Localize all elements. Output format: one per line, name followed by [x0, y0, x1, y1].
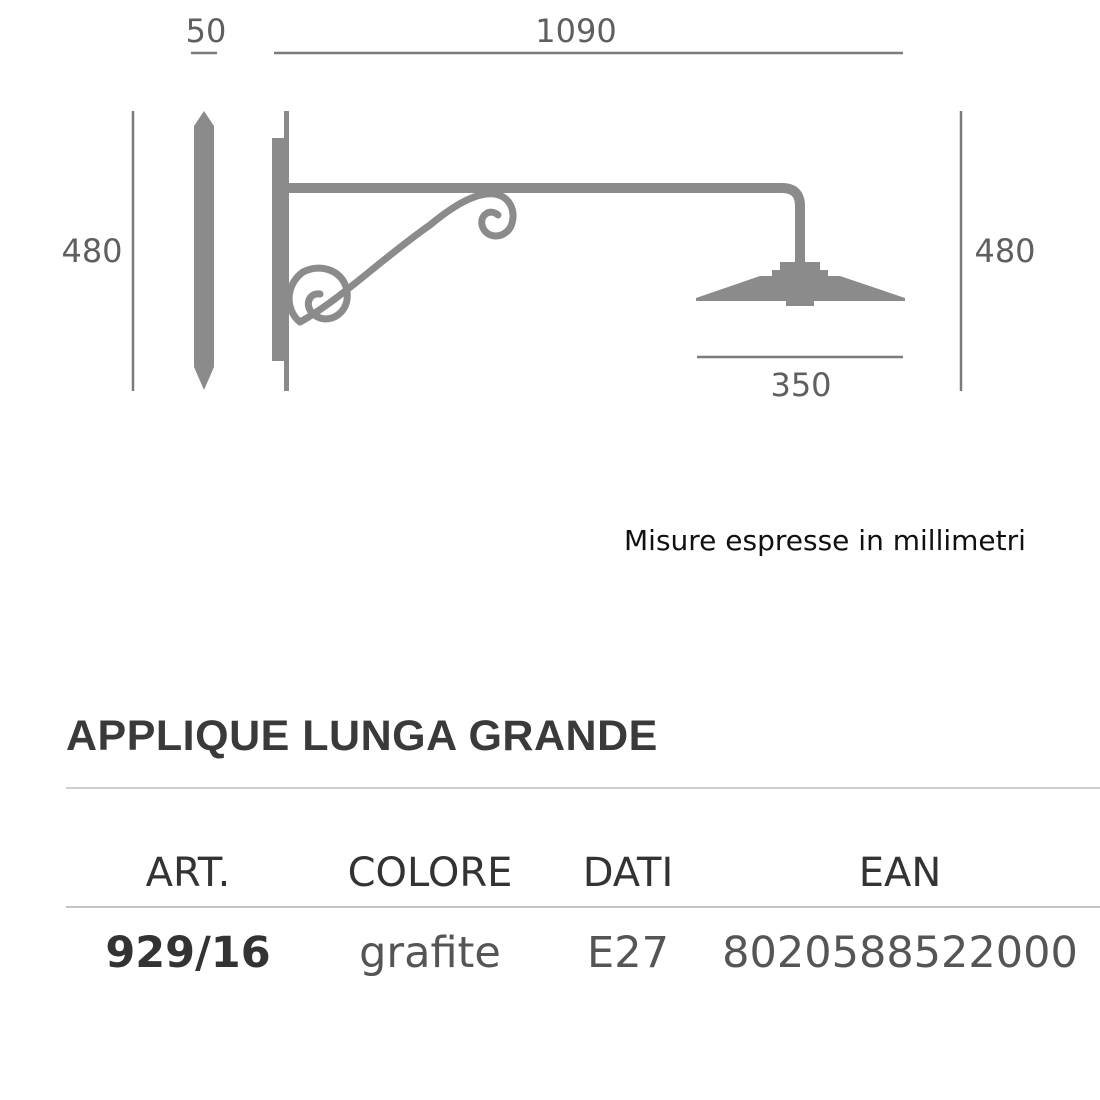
cell-art: 929/16	[105, 928, 271, 978]
units-note: Misure espresse in millimetri	[624, 524, 1026, 557]
dimension-height-left: 480	[61, 232, 123, 270]
dimension-total-length: 1090	[535, 12, 617, 50]
header-art: ART.	[145, 850, 231, 896]
dimension-shade-diameter: 350	[770, 366, 832, 404]
dimension-wall-width: 50	[185, 12, 227, 50]
scroll-bracket	[300, 194, 513, 322]
wall-plate-side-view	[194, 111, 214, 390]
cell-dati: E27	[587, 928, 669, 978]
lamp-shade	[696, 276, 905, 301]
header-colore: COLORE	[347, 850, 513, 896]
lamp-collar	[772, 270, 828, 276]
arm	[289, 188, 800, 262]
cell-colore: grafite	[359, 928, 501, 978]
lamp-shade-base	[786, 301, 814, 306]
header-dati: DATI	[582, 850, 674, 896]
header-ean: EAN	[858, 850, 942, 896]
dimension-height-right: 480	[974, 232, 1036, 270]
product-title: APPLIQUE LUNGA GRANDE	[66, 712, 658, 760]
cell-ean: 8020588522000	[722, 928, 1078, 978]
backplate-rail	[284, 111, 289, 391]
title-divider	[66, 787, 1100, 789]
header-divider	[66, 906, 1100, 908]
backplate	[272, 138, 284, 361]
